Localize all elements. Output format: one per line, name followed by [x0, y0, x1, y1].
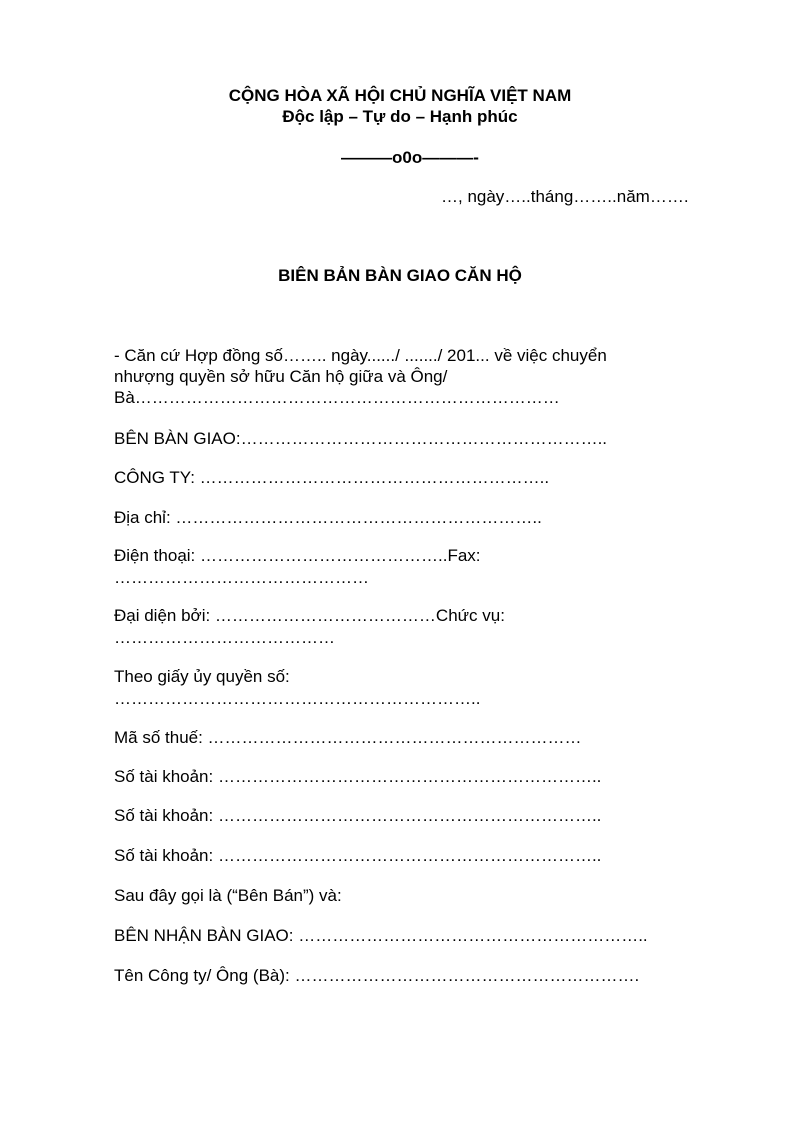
representative-field: Đại diện bởi: …………………………………Chức vụ: — [114, 606, 505, 625]
account-field-3: Số tài khoản: ………………………………………………………….. — [114, 846, 602, 865]
hereinafter-text: Sau đây gọi là (“Bên Bán”) và: — [114, 886, 342, 905]
receiving-party-field: BÊN NHẬN BÀN GIAO: …………………………………………………….. — [114, 926, 648, 945]
account-field-1: Số tài khoản: ………………………………………………………….. — [114, 767, 602, 786]
phone-field: Điện thoại: ……………………………………..Fax: — [114, 546, 481, 565]
authorization-field-cont: ……………………………………………………….. — [114, 689, 481, 708]
handover-party-field: BÊN BÀN GIAO:……………………………………………………….. — [114, 429, 608, 448]
receiver-name-field: Tên Công ty/ Ông (Bà): ……………………………………………………. — [114, 966, 640, 985]
phone-field-cont: ……………………………………… — [114, 568, 369, 587]
basis-line-1: - Căn cứ Hợp đồng số…….. ngày....../ ......./ 201... về việc chuyển — [114, 346, 607, 365]
authorization-field: Theo giấy ủy quyền số: — [114, 667, 290, 686]
address-field: Địa chỉ: ……………………………………………………….. — [114, 508, 542, 527]
tax-code-field: Mã số thuế: ………………………………………………………… — [114, 728, 582, 747]
company-field: CÔNG TY: …………………………………………………….. — [114, 468, 550, 487]
motto: Độc lập – Tự do – Hạnh phúc — [282, 107, 518, 126]
basis-line-3: Bà………………………………………………………………… — [114, 388, 560, 407]
separator: ———o0o———- — [341, 148, 479, 167]
account-field-2: Số tài khoản: ………………………………………………………….. — [114, 806, 602, 825]
representative-field-cont: ………………………………… — [114, 628, 335, 647]
nation-heading: CỘNG HÒA XÃ HỘI CHỦ NGHĨA VIỆT NAM — [228, 86, 572, 105]
date-line: …, ngày…..tháng……..năm……. — [441, 187, 689, 206]
basis-line-2: nhượng quyền sở hữu Căn hộ giữa và Ông/ — [114, 367, 448, 386]
document-title: BIÊN BẢN BÀN GIAO CĂN HỘ — [278, 266, 522, 285]
